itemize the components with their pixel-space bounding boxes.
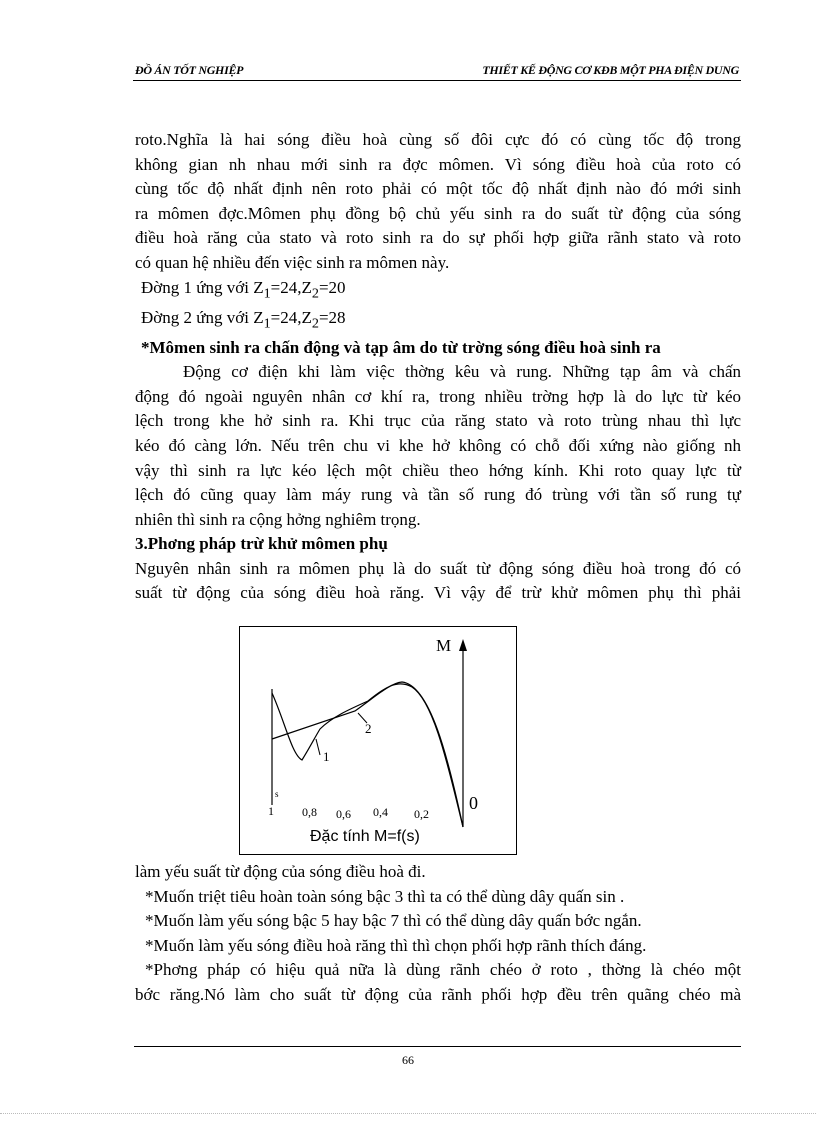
tick-label: 0,6: [336, 807, 351, 821]
curve-1-label: 1: [323, 749, 330, 764]
figure-caption: Đặc tính M=f(s): [310, 828, 420, 845]
tick-label: 0,8: [302, 805, 317, 819]
main-text: [135, 128, 741, 606]
paragraph-line: Nguyên nhân sinh ra mômen phụ là do suất từ động sóng điều hoà trong đó có: [135, 558, 741, 578]
paragraph-line: nhiên thì sinh ra cộng hởng nghiêm trọng.: [135, 509, 421, 529]
m-axis-arrow-icon: [459, 639, 467, 651]
bullet-line: *Muốn triệt tiêu hoàn toàn sóng bậc 3 thì ta có thể dùng dây quấn sin .: [145, 886, 625, 906]
bullet-line: *Muốn làm yếu sóng bậc 5 hay bậc 7 thì có thể dùng dây quấn bớc ngắn.: [145, 911, 642, 931]
header-right-title: THIẾT KẾ ĐỘNG CƠ KĐB MỘT PHA ĐIỆN DUNG: [482, 63, 739, 77]
curve-2-prefix: Đờng 2 ứng với Z: [141, 307, 264, 327]
torque-characteristic-figure: [239, 626, 517, 855]
subscript: 2: [311, 284, 319, 301]
main-text-continued: [135, 860, 741, 1008]
page-bottom-border: [0, 1113, 816, 1114]
footer-divider: [134, 1046, 741, 1047]
tick-label: 0,2: [414, 807, 429, 821]
origin-label: 0: [469, 793, 478, 813]
paragraph-line: có quan hệ nhiều đến việc sinh ra mômen này.: [135, 252, 450, 272]
paragraph-line: cùng tốc độ nhất định nên roto phải có một tốc độ nhất định nào đó mới sinh: [135, 179, 741, 199]
curve-2-suffix: =24,Z: [270, 307, 312, 327]
curve-2-end: =28: [318, 307, 346, 327]
paragraph-line: động đó ngoài nguyên nhân cơ khí ra, trong nhiều trờng hợp là do lực từ kéo: [135, 386, 741, 406]
page-header: [133, 60, 741, 81]
curve-2-description: [135, 306, 741, 336]
bullet-line: *Muốn làm yếu sóng điều hoà răng thì thì chọn phối hợp rãnh thích đáng.: [145, 935, 647, 955]
curve-1-end: =20: [318, 277, 346, 297]
m-axis-label: M: [436, 636, 452, 655]
subscript: 1: [263, 314, 271, 331]
subscript: 1: [263, 284, 271, 301]
paragraph-line: bớc răng.Nó làm cho suất từ động của rãnh phối hợp đều trên quãng chéo mà: [135, 984, 741, 1004]
tick-label: 1: [268, 804, 274, 818]
curve-2-line: [272, 682, 463, 827]
paragraph-line: ra mômen đợc.Mômen phụ đồng bộ chủ yếu sinh ra do suất từ động của sóng: [135, 203, 741, 223]
paragraph-line: không gian nh nhau mới sinh ra đợc mômen. Vì sóng điều hoà của roto có: [135, 154, 741, 174]
curve-1-description: [135, 276, 741, 306]
tick-label: 0,4: [373, 805, 388, 819]
curve-1-suffix: =24,Z: [270, 277, 312, 297]
curve-2-label: 2: [365, 721, 372, 736]
paragraph-line: roto.Nghĩa là hai sóng điều hoà cùng số đôi cực đó có cùng tốc độ trong: [135, 130, 741, 149]
section-heading-noise: *Mômen sinh ra chấn động và tạp âm do từ trờng sóng điều hoà sinh ra: [141, 337, 661, 357]
paragraph-line: kéo đó càng lớn. Nếu trên chu vi khe hở không có chỗ đối xứng nào giống nh: [135, 435, 741, 455]
paragraph-line: suất từ động của sóng điều hoà răng. Vì vậy để trừ khử mômen phụ thì phải: [135, 583, 741, 603]
page-number: 66: [402, 1053, 414, 1067]
curve-1-prefix: Đờng 1 ứng với Z: [141, 277, 264, 297]
paragraph-line: làm yếu suất từ động của sóng điều hoà đi.: [135, 862, 426, 881]
paragraph-line: lệch đó cũng quay làm máy rung và tần số rung đó trùng với tần số rung tự: [135, 485, 741, 505]
curve-1-leader: [316, 739, 320, 755]
paragraph-line: vậy thì sinh ra lực kéo lệch một chiều theo hớng kính. Khi roto quay lực từ: [135, 460, 741, 480]
paragraph-line: Động cơ điện khi làm việc thờng kêu và rung. Những tạp âm và chấn: [183, 362, 741, 382]
section-heading-method: 3.Phơng pháp trừ khử mômen phụ: [135, 534, 388, 554]
subscript: 2: [311, 314, 319, 331]
torque-chart-svg: [240, 627, 516, 854]
s-label: s: [275, 789, 279, 799]
paragraph-line: lệch trong khe hở sinh ra. Khi trục của răng stato và roto trùng nhau thì lực: [135, 411, 741, 431]
bullet-line: *Phơng pháp có hiệu quả nữa là dùng rãnh chéo ở roto , thờng là chéo một: [145, 960, 741, 980]
paragraph-line: điều hoà răng của stato và roto sinh ra do sự phối hợp giữa rãnh stato và roto: [135, 228, 741, 248]
header-left-title: ĐỒ ÁN TỐT NGHIỆP: [135, 63, 244, 77]
curve-1-line: [272, 684, 463, 827]
